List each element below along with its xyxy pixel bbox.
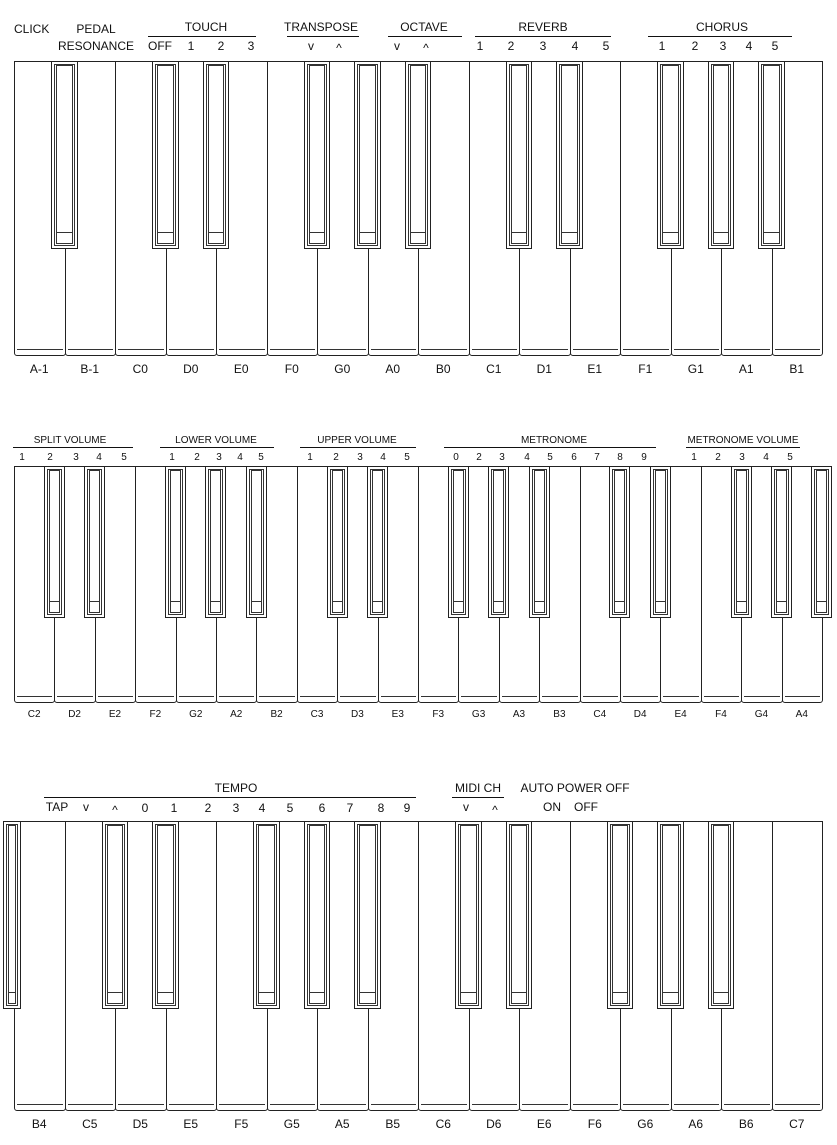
note-label: D1 <box>536 362 552 376</box>
note-label: E3 <box>391 709 404 720</box>
metronome-option-5: 5 <box>547 452 553 463</box>
black-key-c-sharp-5[interactable] <box>102 821 128 1009</box>
black-key-c-sharp-0[interactable] <box>152 61 178 249</box>
tempo-down: v <box>83 800 89 814</box>
note-label: C3 <box>310 709 324 720</box>
note-label: D5 <box>132 1117 148 1131</box>
tempo-tap: TAP <box>45 800 69 814</box>
metronome-volume-group-line <box>686 447 800 448</box>
keyboard-2 <box>0 466 822 727</box>
split-volume-option-1: 1 <box>19 452 25 463</box>
transpose-up: ^ <box>336 41 342 55</box>
note-label: C2 <box>27 709 41 720</box>
note-label: E0 <box>233 362 249 376</box>
transpose-title: TRANSPOSE <box>283 20 359 34</box>
metronome-option-3: 3 <box>499 452 505 463</box>
black-key-d-sharp-1[interactable] <box>556 61 582 249</box>
keyboard-1 <box>0 61 822 380</box>
metronome-option-0: 0 <box>453 452 459 463</box>
lower-volume-group-line <box>160 447 274 448</box>
black-key-c-sharp-3[interactable] <box>327 466 348 618</box>
midi-ch-group-line <box>452 797 504 798</box>
note-label: A5 <box>334 1117 350 1131</box>
note-label: B1 <box>789 362 805 376</box>
note-label: C6 <box>435 1117 451 1131</box>
black-key-c-sharp-4[interactable] <box>609 466 630 618</box>
midi-ch-title: MIDI CH <box>455 781 501 795</box>
black-key-g-sharp-1[interactable] <box>708 61 734 249</box>
reverb-option-1: 1 <box>476 39 484 53</box>
upper-volume-option-5: 5 <box>404 452 410 463</box>
metronome-option-2: 2 <box>476 452 482 463</box>
metronome-volume-option-4: 4 <box>763 452 769 463</box>
split-volume-title: SPLIT VOLUME <box>33 435 107 446</box>
chorus-title: CHORUS <box>695 20 749 34</box>
lower-volume-option-3: 3 <box>216 452 222 463</box>
octave-title: OCTAVE <box>400 20 448 34</box>
touch-option-2: 2 <box>217 39 225 53</box>
upper-volume-option-2: 2 <box>333 452 339 463</box>
black-key-f-sharp-1[interactable] <box>657 61 683 249</box>
note-label: D0 <box>183 362 199 376</box>
tempo-option-9: 9 <box>403 801 411 815</box>
metronome-option-9: 9 <box>641 452 647 463</box>
upper-volume-option-1: 1 <box>307 452 313 463</box>
tempo-up: ^ <box>112 803 118 817</box>
note-label: A0 <box>385 362 401 376</box>
metronome-volume-option-5: 5 <box>787 452 793 463</box>
lower-volume-option-1: 1 <box>169 452 175 463</box>
chorus-group-line <box>648 36 792 37</box>
touch-option-3: 3 <box>247 39 255 53</box>
tempo-option-5: 5 <box>286 801 294 815</box>
split-volume-group-line <box>13 447 133 448</box>
split-volume-option-5: 5 <box>121 452 127 463</box>
black-key-c-sharp-2[interactable] <box>44 466 65 618</box>
note-label: C1 <box>486 362 502 376</box>
black-key-g-sharp-2[interactable] <box>205 466 226 618</box>
note-label: A2 <box>230 709 243 720</box>
black-key-a-sharp-0[interactable] <box>405 61 431 249</box>
lower-volume-option-2: 2 <box>194 452 200 463</box>
upper-volume-option-3: 3 <box>357 452 363 463</box>
black-key-g-sharp-3[interactable] <box>488 466 509 618</box>
black-key-leading[interactable] <box>3 821 21 1009</box>
black-key-d-sharp-6[interactable] <box>506 821 532 1009</box>
tempo-option-4: 4 <box>258 801 266 815</box>
metronome-volume-option-2: 2 <box>715 452 721 463</box>
auto-power-off-on: ON <box>543 800 561 814</box>
lower-volume-option-4: 4 <box>237 452 243 463</box>
note-label: F6 <box>587 1117 602 1131</box>
auto-power-off-title: AUTO POWER OFF <box>520 781 630 795</box>
metronome-option-8: 8 <box>617 452 623 463</box>
black-key-a-sharp-4[interactable] <box>811 466 832 618</box>
note-label: A6 <box>688 1117 704 1131</box>
black-key-a-sharp-1[interactable] <box>758 61 784 249</box>
note-label: B5 <box>385 1117 401 1131</box>
keyboard-3 <box>0 821 822 1135</box>
pedal-label: PEDAL <box>76 22 116 36</box>
note-label: G3 <box>471 709 486 720</box>
note-label: G2 <box>189 709 203 720</box>
keyboard-row-1 <box>0 0 837 380</box>
black-key-g-sharp-5[interactable] <box>304 821 330 1009</box>
metronome-title: METRONOME <box>520 435 588 446</box>
reverb-option-2: 2 <box>507 39 515 53</box>
chorus-option-2: 2 <box>691 39 699 53</box>
metronome-volume-option-1: 1 <box>691 452 697 463</box>
split-volume-option-2: 2 <box>47 452 53 463</box>
midi-ch-down: v <box>463 800 469 814</box>
split-volume-option-3: 3 <box>73 452 79 463</box>
note-label: F0 <box>284 362 299 376</box>
note-label: G1 <box>687 362 704 376</box>
note-label: B2 <box>270 709 283 720</box>
transpose-group-line <box>287 36 359 37</box>
black-key-d-sharp-3[interactable] <box>367 466 388 618</box>
note-label: E4 <box>674 709 687 720</box>
note-label: F3 <box>432 709 445 720</box>
note-label: G5 <box>283 1117 300 1131</box>
black-key-g-sharp-4[interactable] <box>771 466 792 618</box>
black-key-c-sharp-6[interactable] <box>455 821 481 1009</box>
black-key-f-sharp-2[interactable] <box>165 466 186 618</box>
resonance-label: RESONANCE <box>57 39 135 53</box>
touch-option-off: OFF <box>148 39 172 53</box>
black-key-c-sharp-1[interactable] <box>506 61 532 249</box>
note-label: F1 <box>638 362 653 376</box>
note-label: D6 <box>486 1117 502 1131</box>
touch-option-1: 1 <box>187 39 195 53</box>
white-key-c7[interactable] <box>772 821 824 1111</box>
black-key-a-sharp-3[interactable] <box>529 466 550 618</box>
note-label: D4 <box>633 709 647 720</box>
note-label: B6 <box>738 1117 754 1131</box>
metronome-volume-title: METRONOME VOLUME <box>687 435 799 446</box>
black-key-f-sharp-5[interactable] <box>253 821 279 1009</box>
metronome-option-4: 4 <box>524 452 530 463</box>
note-label: D3 <box>350 709 364 720</box>
note-label: E1 <box>587 362 603 376</box>
black-key-a-sharp--1[interactable] <box>51 61 77 249</box>
reverb-option-5: 5 <box>602 39 610 53</box>
tempo-group-line <box>44 797 416 798</box>
transpose-down: v <box>308 39 314 53</box>
metronome-group-line <box>444 447 656 448</box>
reverb-title: REVERB <box>518 20 568 34</box>
note-label: C0 <box>132 362 148 376</box>
black-key-a-sharp-5[interactable] <box>354 821 380 1009</box>
note-label: A4 <box>795 709 808 720</box>
note-label: A-1 <box>29 362 49 376</box>
black-key-f-sharp-6[interactable] <box>607 821 633 1009</box>
touch-group-line <box>148 36 256 37</box>
keyboard-row-2 <box>0 430 837 730</box>
tempo-option-6: 6 <box>318 801 326 815</box>
note-label: A1 <box>738 362 754 376</box>
upper-volume-group-line <box>300 447 416 448</box>
tempo-option-7: 7 <box>346 801 354 815</box>
black-key-a-sharp-2[interactable] <box>246 466 267 618</box>
note-label: C4 <box>593 709 607 720</box>
black-key-f-sharp-4[interactable] <box>731 466 752 618</box>
note-label: B4 <box>31 1117 47 1131</box>
note-label: F2 <box>149 709 162 720</box>
note-label: A3 <box>512 709 526 720</box>
tempo-option-2: 2 <box>204 801 212 815</box>
chorus-option-3: 3 <box>719 39 727 53</box>
black-key-f-sharp-3[interactable] <box>448 466 469 618</box>
note-label: E5 <box>183 1117 199 1131</box>
black-key-a-sharp-6[interactable] <box>708 821 734 1009</box>
upper-volume-title: UPPER VOLUME <box>317 435 397 446</box>
metronome-option-7: 7 <box>594 452 600 463</box>
note-label: E2 <box>108 709 122 720</box>
white-key-b4[interactable] <box>14 821 66 1111</box>
click-label: CLICK <box>14 22 50 36</box>
keyboard-row-3 <box>0 775 837 1145</box>
reverb-group-line <box>475 36 611 37</box>
black-key-g-sharp-0[interactable] <box>354 61 380 249</box>
black-key-d-sharp-4[interactable] <box>650 466 671 618</box>
note-label: B3 <box>553 709 566 720</box>
black-key-d-sharp-0[interactable] <box>203 61 229 249</box>
chorus-option-4: 4 <box>745 39 753 53</box>
note-label: E6 <box>536 1117 552 1131</box>
metronome-option-6: 6 <box>571 452 577 463</box>
note-label: F4 <box>715 709 727 720</box>
tempo-title: TEMPO <box>214 781 258 795</box>
tempo-option-1: 1 <box>170 801 178 815</box>
note-label: G6 <box>637 1117 654 1131</box>
octave-down: v <box>394 39 400 53</box>
black-key-d-sharp-2[interactable] <box>84 466 105 618</box>
touch-title: TOUCH <box>184 20 228 34</box>
note-label: G0 <box>334 362 351 376</box>
note-label: F5 <box>234 1117 249 1131</box>
auto-power-off-off: OFF <box>574 800 598 814</box>
chorus-option-1: 1 <box>658 39 666 53</box>
black-key-f-sharp-0[interactable] <box>304 61 330 249</box>
midi-ch-up: ^ <box>492 803 498 817</box>
split-volume-option-4: 4 <box>96 452 102 463</box>
note-label: G4 <box>754 709 769 720</box>
octave-group-line <box>388 36 462 37</box>
lower-volume-title: LOWER VOLUME <box>175 435 257 446</box>
black-key-g-sharp-6[interactable] <box>657 821 683 1009</box>
black-key-d-sharp-5[interactable] <box>152 821 178 1009</box>
upper-volume-option-4: 4 <box>380 452 386 463</box>
chorus-option-5: 5 <box>771 39 779 53</box>
reverb-option-4: 4 <box>571 39 579 53</box>
metronome-volume-option-3: 3 <box>739 452 745 463</box>
lower-volume-option-5: 5 <box>258 452 264 463</box>
note-label: D2 <box>68 709 81 720</box>
note-label: C7 <box>789 1117 805 1131</box>
tempo-option-0: 0 <box>141 801 149 815</box>
note-label: B-1 <box>80 362 100 376</box>
note-label: C5 <box>82 1117 98 1131</box>
octave-up: ^ <box>423 41 429 55</box>
reverb-option-3: 3 <box>539 39 547 53</box>
tempo-option-3: 3 <box>232 801 240 815</box>
tempo-option-8: 8 <box>377 801 385 815</box>
note-label: B0 <box>435 362 451 376</box>
